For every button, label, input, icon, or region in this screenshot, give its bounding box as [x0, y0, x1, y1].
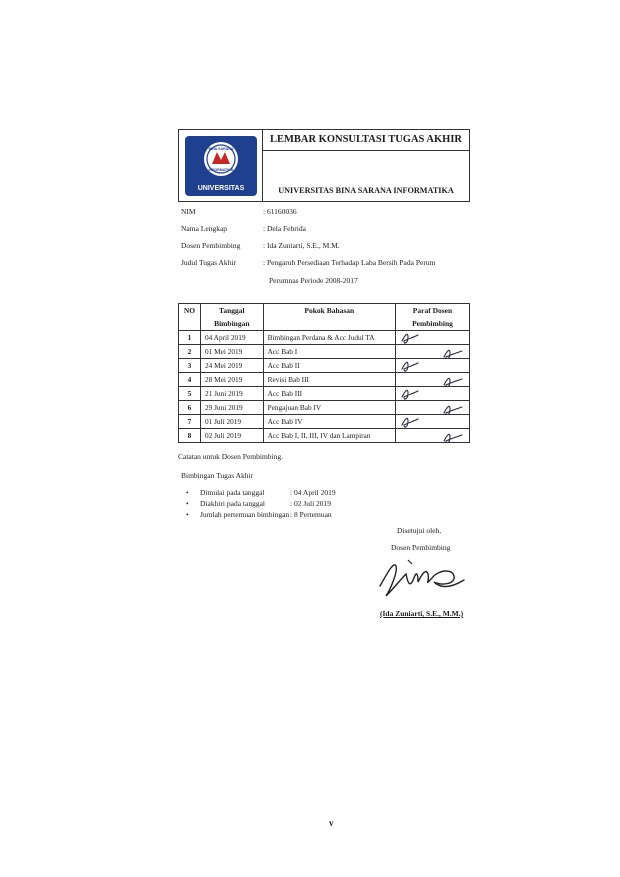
paraf-signature [396, 401, 469, 414]
paraf-signature [396, 345, 469, 358]
row-pokok: Acc Bab III [263, 387, 395, 401]
approver-role: Dosen Pembimbing [391, 543, 451, 552]
col-pokok: Pokok Bahasan [263, 304, 395, 331]
logo-cell [179, 130, 263, 201]
paraf-signature [396, 429, 469, 442]
judul-value-line2: Perumnas Periode 2008-2017 [269, 276, 358, 285]
paraf-signature [396, 387, 469, 400]
row-no: 6 [179, 401, 201, 415]
row-no: 3 [179, 359, 201, 373]
row-tanggal: 24 Mei 2019 [200, 359, 263, 373]
row-no: 5 [179, 387, 201, 401]
table-row [179, 401, 470, 415]
institution-name: UNIVERSITAS BINA SARANA INFORMATIKA [278, 186, 454, 195]
paraf-signature [396, 359, 469, 372]
judul-value-line1: : Pengaruh Persediaan Terhadap Laba Bersih Pada Perum [263, 258, 436, 267]
table-body [179, 331, 470, 443]
row-no: 8 [179, 429, 201, 443]
nama-label: Nama Lengkap [181, 224, 228, 233]
table-row [179, 373, 470, 387]
row-paraf [395, 387, 469, 401]
disetujui-label: Disetujui oleh, [397, 526, 442, 535]
row-pokok: Acc Bab I, II, III, IV dan Lampiran [263, 429, 395, 443]
list-item [186, 498, 386, 509]
consultation-table [178, 303, 470, 443]
row-no: 4 [179, 373, 201, 387]
judul-label: Judul Tugas Akhir [181, 258, 237, 267]
item-value: : 02 Juli 2019 [290, 499, 332, 508]
bullet: • [186, 510, 189, 519]
nim-value: : 61160036 [263, 207, 297, 216]
student-info [181, 207, 481, 285]
bimbingan-title: Bimbingan Tugas Akhir [181, 471, 254, 480]
form-title: LEMBAR KONSULTASI TUGAS AKHIR [263, 130, 469, 151]
nim-label: NIM [181, 207, 196, 216]
item-value: : 8 Pertemuan [290, 510, 332, 519]
bimbingan-list [186, 487, 386, 523]
row-pokok: Acc Bab II [263, 359, 395, 373]
paraf-signature [396, 415, 469, 428]
row-paraf [395, 415, 469, 429]
row-pokok: Acc Bab I [263, 345, 395, 359]
paraf-signature [396, 331, 469, 344]
table-row [179, 415, 470, 429]
row-tanggal: 04 April 2019 [200, 331, 263, 345]
item-label: Jumlah pertemuan bimbingan [200, 510, 290, 519]
nama-value: : Dela Febrida [263, 224, 306, 233]
row-no: 7 [179, 415, 201, 429]
supervisor-signature [372, 556, 468, 600]
approver-name: (Ida Zuniarti, S.E., M.M.) [380, 609, 464, 618]
bullet: • [186, 488, 189, 497]
paraf-signature [396, 373, 469, 386]
row-tanggal: 02 Juli 2019 [200, 429, 263, 443]
table-row [179, 331, 470, 345]
item-label: Dimulai pada tanggal [200, 488, 265, 497]
row-paraf [395, 373, 469, 387]
item-label: Diakhiri pada tanggal [200, 499, 265, 508]
row-paraf [395, 429, 469, 443]
svg-text:INFORMATIKA: INFORMATIKA [208, 168, 234, 172]
row-tanggal: 28 Mei 2019 [200, 373, 263, 387]
dosen-label: Dosen Pembimbing [181, 241, 241, 250]
svg-text:UNIVERSITAS: UNIVERSITAS [197, 185, 245, 192]
item-value: : 04 April 2019 [290, 488, 336, 497]
svg-text:BINA SARANA: BINA SARANA [208, 147, 234, 151]
table-row [179, 345, 470, 359]
row-paraf [395, 401, 469, 415]
col-tanggal: Tanggal Bimbingan [200, 304, 263, 331]
col-paraf: Paraf Dosen Pembimbing [395, 304, 469, 331]
row-paraf [395, 359, 469, 373]
row-paraf [395, 331, 469, 345]
row-pokok: Bimbingan Perdana & Acc Judul TA [263, 331, 395, 345]
catatan: Catatan untuk Dosen Pembimbing. [178, 452, 283, 461]
table-row [179, 387, 470, 401]
table-row [179, 359, 470, 373]
col-no: NO [179, 304, 201, 331]
row-no: 2 [179, 345, 201, 359]
header-box [178, 129, 470, 202]
table-header-row [179, 304, 470, 331]
row-no: 1 [179, 331, 201, 345]
row-tanggal: 01 Juli 2019 [200, 415, 263, 429]
list-item [186, 509, 386, 520]
row-paraf [395, 345, 469, 359]
dosen-value: : Ida Zuniarti, S.E., M.M. [263, 241, 340, 250]
row-pokok: Acc Bab IV [263, 415, 395, 429]
row-pokok: Pengajuan Bab IV [263, 401, 395, 415]
row-tanggal: 01 Mei 2019 [200, 345, 263, 359]
page-number: v [329, 818, 334, 828]
row-pokok: Revisi Bab III [263, 373, 395, 387]
row-tanggal: 29 Juni 2019 [200, 401, 263, 415]
table-row [179, 429, 470, 443]
bullet: • [186, 499, 189, 508]
list-item [186, 487, 386, 498]
row-tanggal: 21 Juni 2019 [200, 387, 263, 401]
university-logo [179, 130, 263, 201]
